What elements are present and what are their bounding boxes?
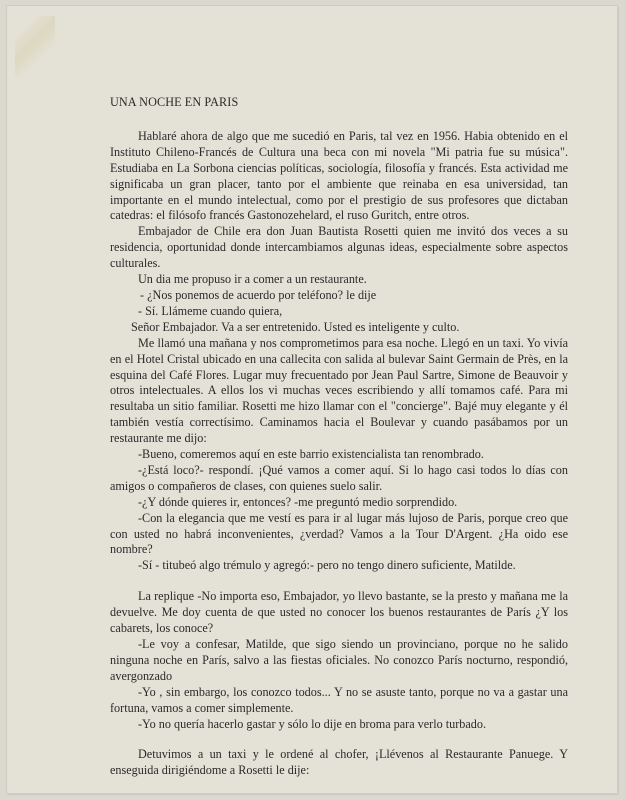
- dialogue-line: -¿Está loco?- respondí. ¡Qué vamos a comer aquí. Si lo hago casi todos lo días con amigos o compañeros de clases, con quienes suelo salir.: [110, 462, 568, 493]
- dialogue-line: -Sí - titubeó algo trémulo y agregó:- pero no tengo dinero suficiente, Matilde.: [138, 558, 516, 573]
- dialogue-line: -Con la elegancia que me vestí es para ir al lugar más lujoso de Paris, porque creo que con usted no habrá inconvenientes, ¿verdad? Vamos a la Tour D'Argent. ¿Ha oido ese nombre?: [110, 510, 568, 557]
- dialogue-line: -Yo no quería hacerlo gastar y sólo lo dije en broma para verlo turbado.: [138, 716, 487, 731]
- dialogue-line: -Le voy a confesar, Matilde, que sigo siendo un provinciano, porque no he salido ninguna noche en París, salvo a las fiestas oficiales. No conozco París nocturno, respondió, avergonzado: [110, 637, 568, 683]
- document-page: [7, 6, 617, 793]
- paragraph: Me llamó una mañana y nos comprometimos para esa noche. Llegó en un taxi. Yo vivía en el Hotel Cristal ubicado en una callecita con salida al bulevar Saint Germain de Près, en la esquina del Café Flores. Lugar muy frecuentado por Jean Paul Sartre, Simone de Beauvoir y otros intelectuales. A ellos los vi muchas veces escribiendo y allí tomamos café. Para mi resultaba un sitio familiar. Rosetti me hizo llamar con el "concierge". Bajé muy elegante y él también vestía correctísimo. Caminamos hacia el Boulevar y cuando pasábamos por un restaurante me dijo:: [110, 335, 568, 446]
- paragraph: Un dia me propuso ir a comer a un restaurante.: [138, 272, 367, 287]
- paragraph: Detuvimos a un taxi y le ordené al chofer, ¡Llévenos al Restaurante Panuege. Y enseguida dirigiéndome a Rosetti le dije:: [110, 747, 568, 778]
- dialogue-line: -Bueno, comeremos aquí en este barrio existencialista tan renombrado.: [138, 447, 484, 462]
- dialogue-line: - ¿Nos ponemos de acuerdo por teléfono? le dije: [140, 287, 377, 302]
- paragraph-gap: [110, 574, 568, 589]
- dialogue-line: -¿Y dónde quieres ir, entonces? -me preguntó medio sorprendido.: [138, 494, 458, 509]
- paragraph: Embajador de Chile era don Juan Bautista Rosetti quien me invitó dos veces a su residencia, oportunidad donde intercambiamos algunas ideas, especialmente sobre aspectos culturales.: [110, 224, 568, 271]
- paragraph-gap: [110, 732, 568, 747]
- document-body: [110, 95, 568, 779]
- dialogue-line: Señor Embajador. Va a ser entretenido. Usted es inteligente y culto.: [131, 319, 460, 334]
- document-title: UNA NOCHE EN PARIS: [110, 95, 239, 109]
- dialogue-line: -Yo , sin embargo, los conozco todos... Y no se asuste tanto, porque no va a gastar una fortuna, vamos a comer simplemente.: [110, 684, 568, 715]
- paragraph: Hablaré ahora de algo que me sucedió en Paris, tal vez en 1956. Habia obtenido en el Instituto Chileno-Francés de Cultura una beca con mi novela "Mi patria fue su música". Estudiaba en La Sorbona ciencias políticas, sociología, filosofía y francés. Esta actividad me significaba un gran placer, tanto por el ambiente que reinaba en esa universidad, tan importante en el mundo intelectual, como por el prestigio de sus profesores que dictaban catedras: el filósofo francés Gastonozehelard, el ruso Guritch, entre otros.: [110, 128, 568, 223]
- dialogue-line: - Sí. Llámeme cuando quiera,: [138, 303, 283, 318]
- paragraph: La replique -No importa eso, Embajador, yo llevo bastante, se la presto y mañana me la devuelve. Me doy cuenta de que usted no conocer los buenos restaurantes de París ¿Y los cabarets, los conoce?: [110, 589, 568, 636]
- paper-stain: [15, 16, 55, 76]
